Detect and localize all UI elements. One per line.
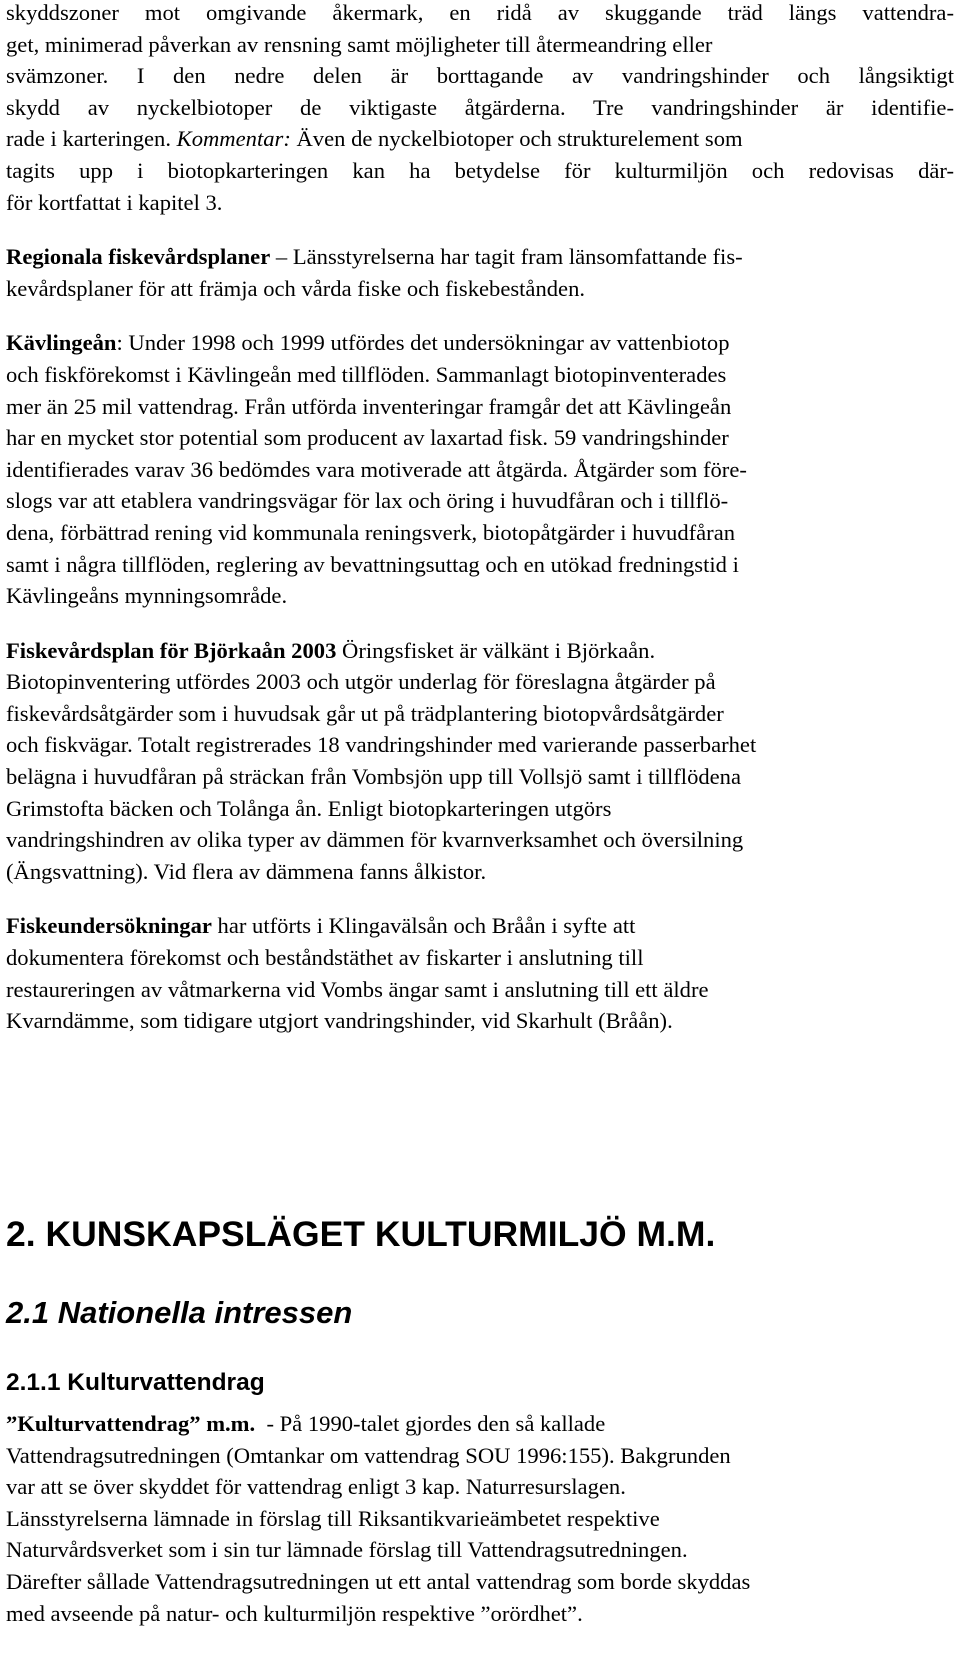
paragraph-regional bbox=[6, 241, 954, 304]
fiske-line-1-rest: har utförts i Klingavälsån och Bråån i syfte att bbox=[211, 913, 636, 939]
intro-line-6: tagits upp i biotopkarteringen kan ha betydelse för kulturmiljön och redovisas där- bbox=[6, 157, 954, 183]
bjorkaan-line-7: vandringshindren av olika typer av dämmen för kvarnverksamhet och översilning bbox=[6, 827, 744, 853]
kavlingean-line-6: slogs var att etablera vandringsvägar för lax och öring i huvudfåran och i tillflö- bbox=[6, 488, 729, 514]
bjorkaan-line-6: Grimstofta bäcken och Tolånga ån. Enligt biotopkarteringen utgörs bbox=[6, 795, 612, 821]
comment-label: Kommentar: bbox=[176, 126, 291, 152]
kavlingean-line-2: och fiskförekomst i Kävlingeån med tillflöden. Sammanlagt biotopinventerades bbox=[6, 361, 727, 387]
kavlingean-line-8: samt i några tillflöden, reglering av bevattningsuttag och en utökad fredningstid i bbox=[6, 551, 739, 577]
intro-line-4: skydd av nyckelbiotoper de viktigaste åtgärderna. Tre vandringshinder är identifie- bbox=[6, 94, 954, 120]
kavlingean-line-9: Kävlingeåns mynningsområde. bbox=[6, 583, 288, 609]
intro-line-5 bbox=[6, 123, 954, 155]
kultur-title: ”Kulturvattendrag” m.m. bbox=[6, 1411, 256, 1436]
heading-subsection-2-1-1: 2.1.1 Kulturvattendrag bbox=[6, 1369, 265, 1396]
kavlingean-line-1-rest: : Under 1998 och 1999 utfördes det undersökningar av vattenbiotop bbox=[116, 330, 730, 356]
intro-line-5-end: Även de nyckelbiotoper och strukturelement som bbox=[290, 126, 743, 152]
regional-title: Regionala fiskevårdsplaner bbox=[6, 244, 271, 270]
bjorkaan-line-2: Biotopinventering utfördes 2003 och utgör underlag för föreslagna åtgärder på bbox=[6, 669, 716, 695]
kavlingean-title: Kävlingeån bbox=[6, 330, 117, 356]
kavlingean-line-5: identifierades varav 36 bedömdes vara motiverade att åtgärda. Åtgärder som före- bbox=[6, 456, 747, 482]
paragraph-fiskeundersokningar bbox=[6, 910, 954, 1036]
bjorkaan-title: Fiskevårdsplan för Björkaån 2003 bbox=[6, 637, 337, 663]
paragraph-kulturvattendrag bbox=[6, 1408, 954, 1629]
bjorkaan-line-1 bbox=[6, 635, 954, 667]
bjorkaan-line-4: och fiskvägar. Totalt registrerades 18 vandringshinder med varierande passerbarhet bbox=[6, 732, 757, 758]
bjorkaan-line-8: (Ängsvattning). Vid flera av dämmena fanns ålkistor. bbox=[6, 858, 487, 884]
heading-section-2-1: 2.1 Nationella intressen bbox=[6, 1295, 353, 1330]
bjorkaan-line-3: fiskevårdsåtgärder som i huvudsak går ut på trädplantering biotopvårdsåtgärder bbox=[6, 700, 724, 726]
kultur-line-1 bbox=[6, 1408, 954, 1440]
bjorkaan-line-5: belägna i huvudfåran på sträckan från Vombsjön upp till Vollsjö samt i tillflödena bbox=[6, 764, 742, 790]
fiske-line-2: dokumentera förekomst och beståndstäthet av fiskarter i anslutning till bbox=[6, 945, 644, 971]
kultur-line-6: Därefter sållade Vattendragsutredningen ut ett antal vattendrag som borde skyddas bbox=[6, 1568, 751, 1594]
intro-line-5-start: rade i karteringen. bbox=[6, 126, 177, 152]
regional-line-1-rest: – Länsstyrelserna har tagit fram länsomfattande fis- bbox=[270, 244, 743, 270]
kavlingean-line-7: dena, förbättrad rening vid kommunala reningsverk, biotopåtgärder i huvudfåran bbox=[6, 519, 736, 545]
kavlingean-line-4: har en mycket stor potential som producent av laxartad fisk. 59 vandringshinder bbox=[6, 425, 729, 451]
kultur-line-1-rest: - På 1990-talet gjordes den så kallade bbox=[255, 1411, 606, 1436]
intro-line-3: svämzoner. I den nedre delen är borttagande av vandringshinder och långsiktigt bbox=[6, 63, 954, 89]
intro-line-2: get, minimerad påverkan av rensning samt möjligheter till återmeandring eller bbox=[6, 31, 713, 57]
paragraph-kavlingean bbox=[6, 327, 954, 611]
kultur-line-7: med avseende på natur- och kulturmiljön respektive ”orördhet”. bbox=[6, 1600, 583, 1626]
kultur-line-3: var att se över skyddet för vattendrag enligt 3 kap. Naturresurslagen. bbox=[6, 1474, 626, 1500]
document-page bbox=[6, 0, 954, 1626]
fiske-line-1 bbox=[6, 910, 954, 942]
kultur-line-4: Länsstyrelserna lämnade in förslag till Riksantikvarieämbetet respektive bbox=[6, 1505, 660, 1531]
paragraph-intro bbox=[6, 0, 954, 218]
regional-line-2: kevårdsplaner för att främja och vårda fiske och fiskebestånden. bbox=[6, 275, 586, 301]
fiske-title: Fiskeundersökningar bbox=[6, 913, 212, 939]
bjorkaan-line-1-rest: Öringsfisket är välkänt i Björkaån. bbox=[336, 637, 656, 663]
heading-chapter-2: 2. KUNSKAPSLÄGET KULTURMILJÖ M.M. bbox=[6, 1214, 716, 1254]
regional-line-1 bbox=[6, 241, 954, 273]
fiske-line-3: restaureringen av våtmarkerna vid Vombs ängar samt i anslutning till ett äldre bbox=[6, 976, 709, 1002]
intro-line-1: skyddszoner mot omgivande åkermark, en ridå av skuggande träd längs vattendra- bbox=[6, 0, 954, 25]
kultur-line-2: Vattendragsutredningen (Omtankar om vattendrag SOU 1996:155). Bakgrunden bbox=[6, 1442, 731, 1468]
kavlingean-line-3: mer än 25 mil vattendrag. Från utförda inventeringar framgår det att Kävlingeån bbox=[6, 393, 732, 419]
kultur-line-5: Naturvårdsverket som i sin tur lämnade förslag till Vattendragsutredningen. bbox=[6, 1537, 688, 1563]
intro-line-7: för kortfattat i kapitel 3. bbox=[6, 189, 223, 215]
paragraph-bjorkaan bbox=[6, 635, 954, 888]
fiske-line-4: Kvarndämme, som tidigare utgjort vandringshinder, vid Skarhult (Bråån). bbox=[6, 1008, 673, 1034]
kavlingean-line-1 bbox=[6, 327, 954, 359]
